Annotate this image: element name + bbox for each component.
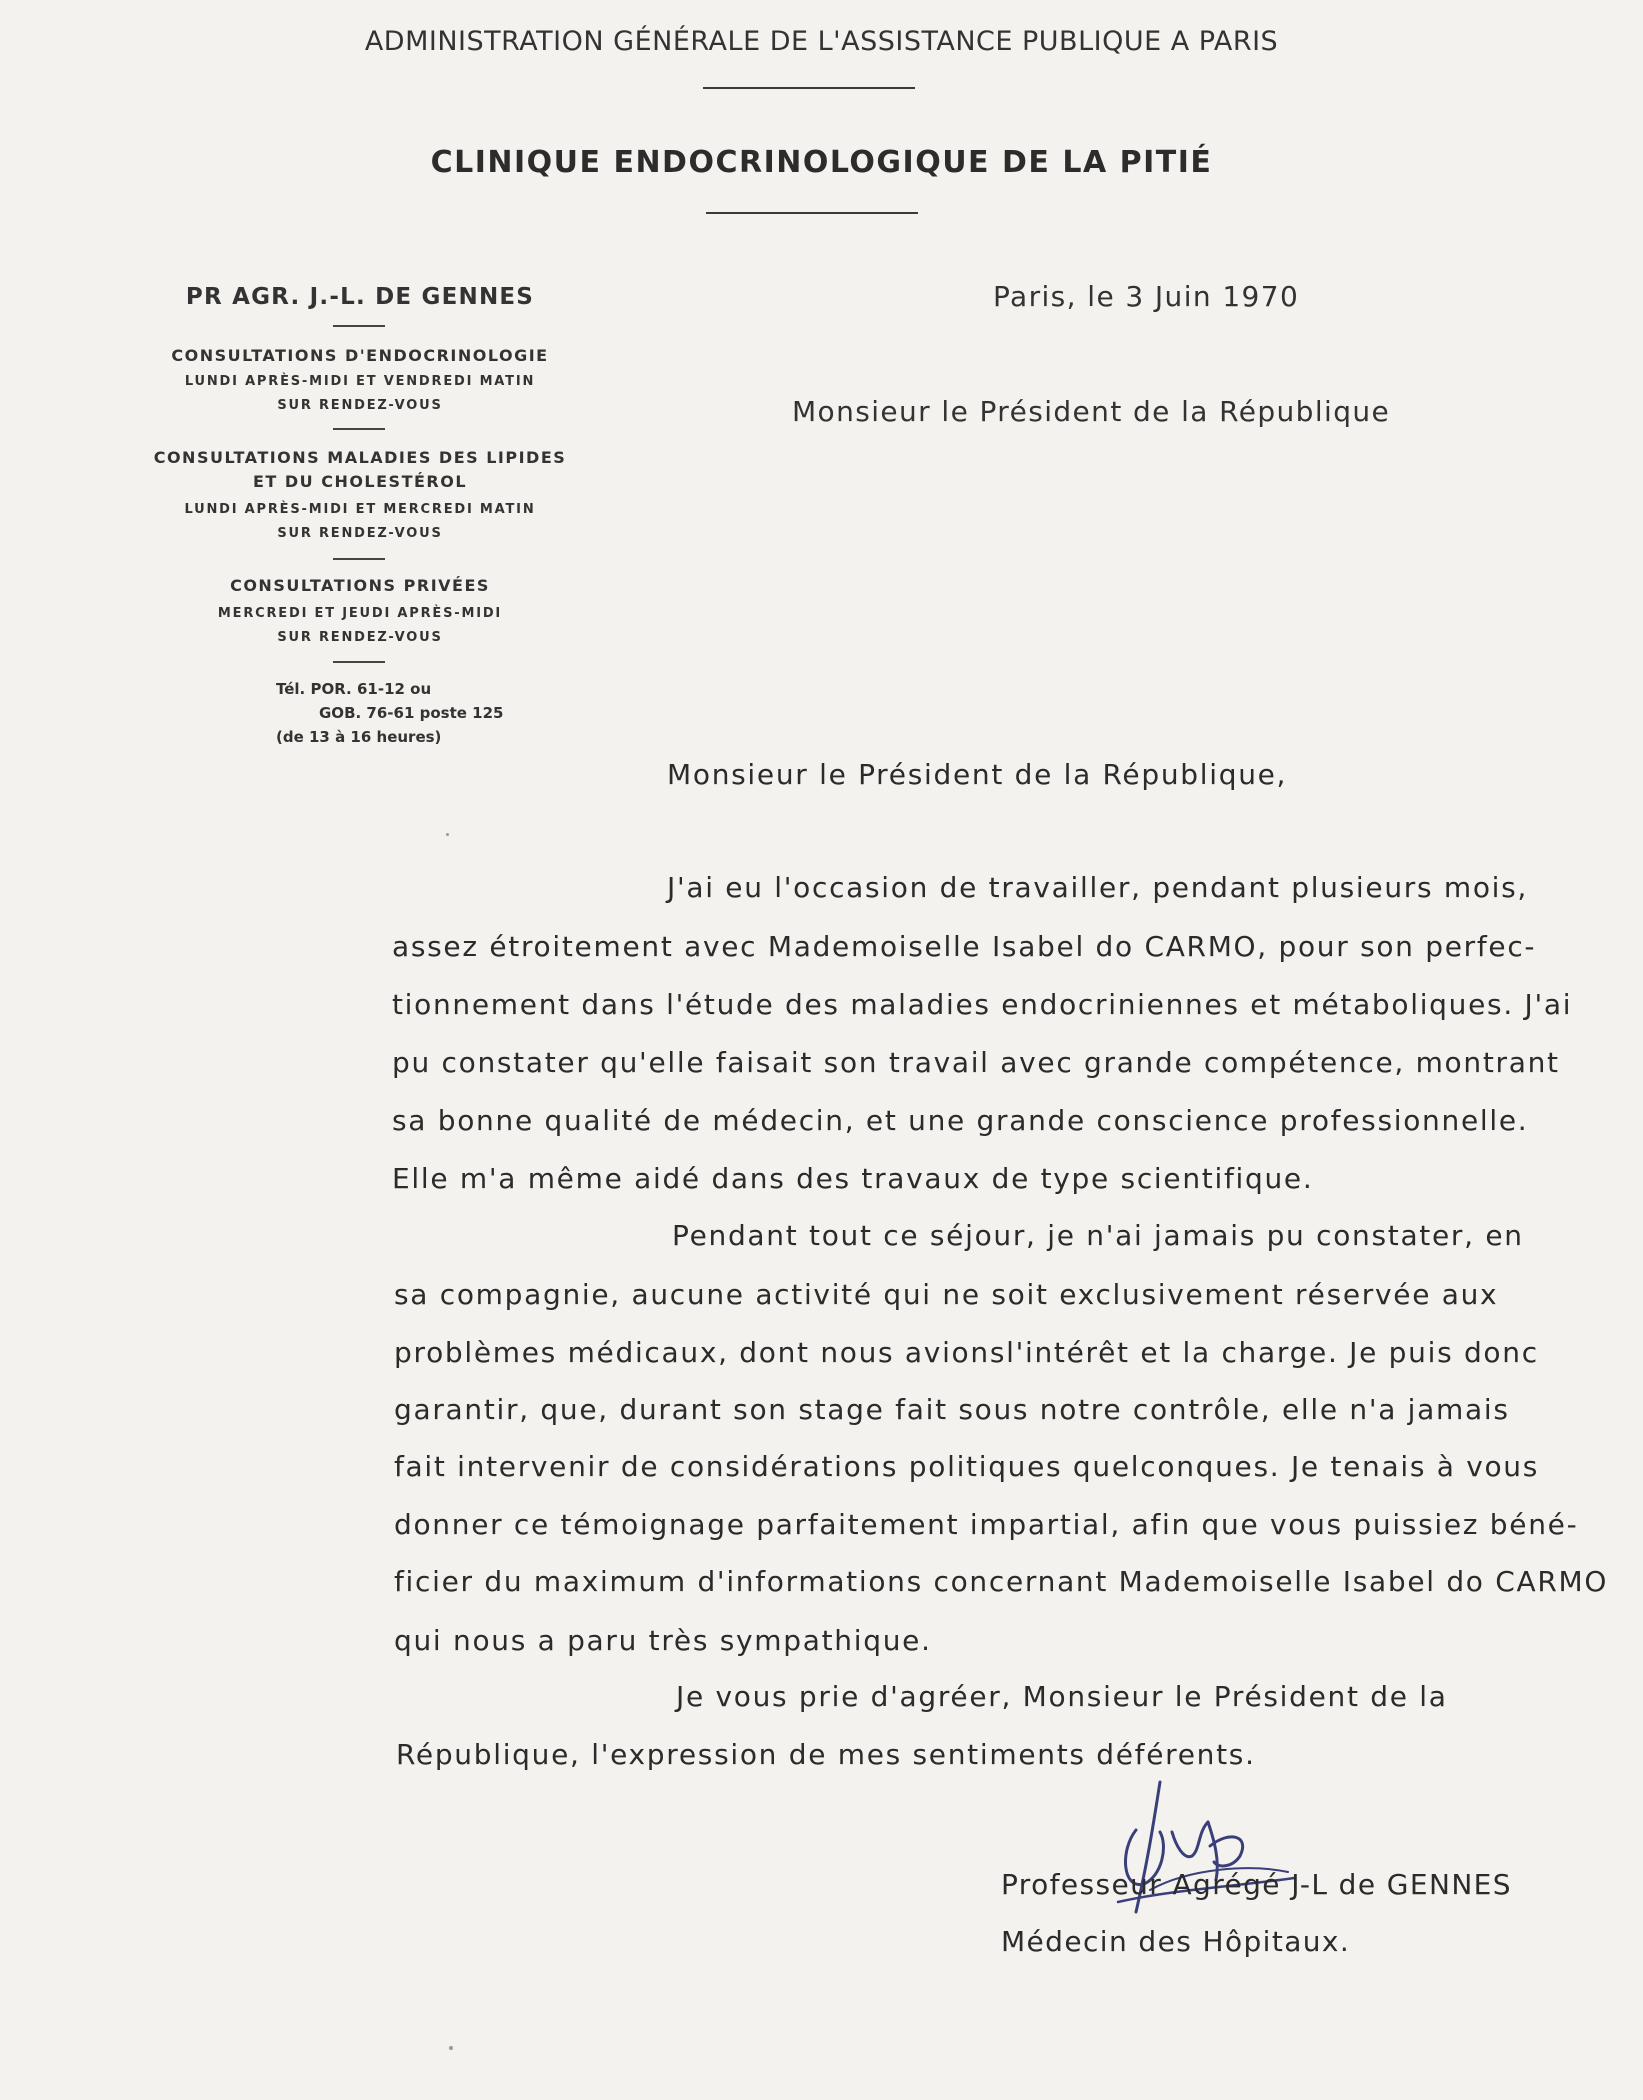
body-line: qui nous a paru très sympathique. — [394, 1624, 932, 1657]
body-line: Elle m'a même aidé dans des travaux de type scientifique. — [392, 1162, 1314, 1195]
letter-date: Paris, le 3 Juin 1970 — [993, 280, 1300, 313]
endocrinology-title: CONSULTATIONS D'ENDOCRINOLOGIE — [171, 346, 549, 365]
body-line: pu constater qu'elle faisait son travail avec grande compétence, montrant — [392, 1046, 1560, 1079]
signatory-position: Médecin des Hôpitaux. — [1001, 1925, 1351, 1958]
body-line: ficier du maximum d'informations concernant Mademoiselle Isabel do CARMO — [394, 1565, 1609, 1598]
lipids-title-cont: ET DU CHOLESTÉROL — [252, 472, 468, 491]
salutation: Monsieur le Président de la République, — [667, 758, 1288, 791]
paper-speck — [446, 833, 449, 836]
private-title: CONSULTATIONS PRIVÉES — [230, 576, 490, 595]
letterhead-divider — [333, 428, 385, 430]
private-appointment: SUR RENDEZ-VOUS — [277, 630, 443, 645]
body-line: assez étroitement avec Mademoiselle Isabel do CARMO, pour son perfec- — [392, 930, 1537, 963]
lipids-appointment: SUR RENDEZ-VOUS — [277, 526, 443, 541]
lipids-hours: LUNDI APRÈS-MIDI ET MERCREDI MATIN — [184, 502, 536, 517]
phone-line-2: GOB. 76-61 poste 125 — [319, 704, 504, 722]
letterhead-divider — [333, 325, 385, 327]
body-line: Pendant tout ce séjour, je n'ai jamais pu constater, en — [672, 1219, 1524, 1252]
endocrinology-hours: LUNDI APRÈS-MIDI ET VENDREDI MATIN — [184, 374, 536, 389]
phone-line-1: Tél. POR. 61-12 ou — [276, 680, 432, 698]
paper-speck — [449, 2046, 453, 2050]
body-line: Je vous prie d'agréer, Monsieur le Président de la — [676, 1680, 1448, 1713]
body-line: fait intervenir de considérations politiques quelconques. Je tenais à vous — [394, 1450, 1540, 1483]
body-line: garantir, que, durant son stage fait sous notre contrôle, elle n'a jamais — [394, 1393, 1510, 1426]
header-divider-top — [703, 87, 915, 89]
phone-line-3: (de 13 à 16 heures) — [276, 728, 442, 746]
body-line: donner ce témoignage parfaitement impartial, afin que vous puissiez béné- — [394, 1508, 1579, 1541]
lipids-title: CONSULTATIONS MALADIES DES LIPIDES — [153, 448, 567, 467]
letterhead-divider — [333, 661, 385, 663]
clinic-heading: CLINIQUE ENDOCRINOLOGIQUE DE LA PITIÉ — [430, 145, 1213, 180]
private-hours: MERCREDI ET JEUDI APRÈS-MIDI — [217, 606, 503, 621]
handwritten-signature — [1090, 1780, 1320, 1930]
signatory-title: Professeur Agrégé J-L de GENNES — [1001, 1868, 1512, 1901]
header-divider-bottom — [706, 212, 918, 214]
letterhead-divider — [333, 558, 385, 560]
body-line: République, l'expression de mes sentiments déférents. — [396, 1738, 1256, 1771]
body-line: tionnement dans l'étude des maladies endocriniennes et métaboliques. J'ai — [392, 988, 1573, 1021]
letterhead-name: PR AGR. J.-L. DE GENNES — [185, 284, 535, 310]
administration-heading: ADMINISTRATION GÉNÉRALE DE L'ASSISTANCE PUBLIQUE A PARIS — [364, 26, 1279, 57]
body-line: problèmes médicaux, dont nous avionsl'intérêt et la charge. Je puis donc — [394, 1336, 1539, 1369]
endocrinology-appointment: SUR RENDEZ-VOUS — [277, 398, 443, 413]
recipient: Monsieur le Président de la République — [792, 395, 1391, 428]
body-line: J'ai eu l'occasion de travailler, pendant plusieurs mois, — [667, 871, 1529, 904]
body-line: sa bonne qualité de médecin, et une grande conscience professionnelle. — [392, 1104, 1529, 1137]
body-line: sa compagnie, aucune activité qui ne soit exclusivement réservée aux — [394, 1278, 1499, 1311]
